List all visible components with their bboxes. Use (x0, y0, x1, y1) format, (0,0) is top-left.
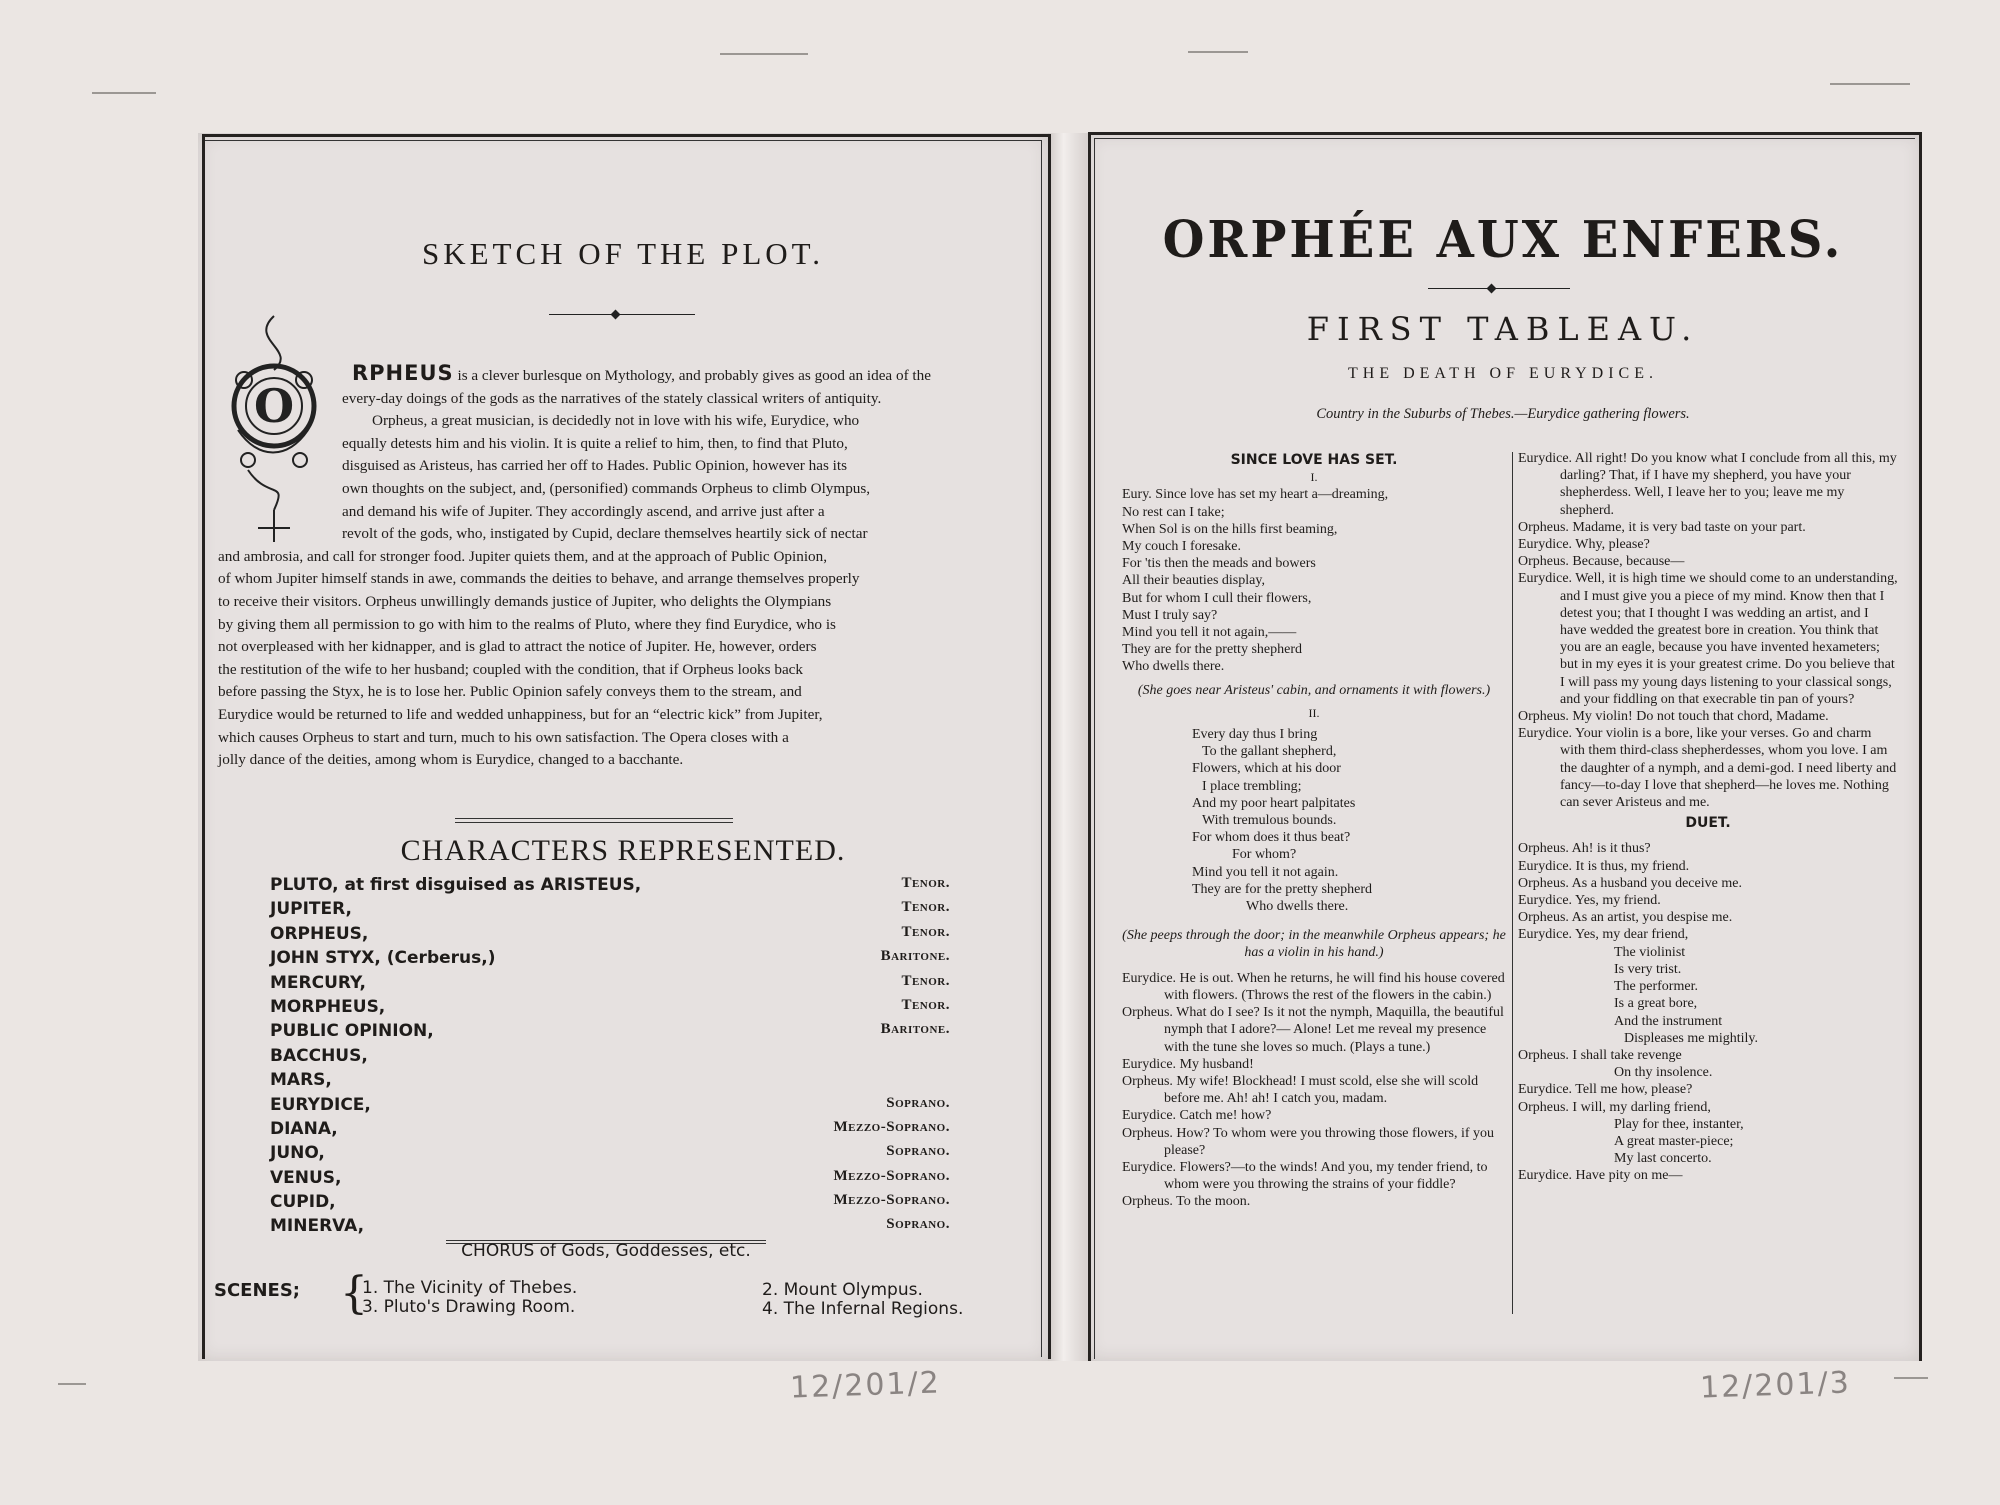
character-name: MERCURY, (270, 972, 367, 993)
svg-text:O: O (253, 379, 295, 433)
character-name: VENUS, (270, 1167, 342, 1188)
duet-line: Eurydice. It is thus, my friend. (1518, 858, 1690, 874)
character-voice: Mezzo-Soprano. (833, 1118, 950, 1135)
dialogue-line: Orpheus. What do I see? Is it not the nymph, Maquilla, the beautiful nymph that I adore?— Alone! Let me reveal my presence with the tune she loves so much. (Plays a tune.) (1122, 1005, 1504, 1055)
scan-mark (1830, 83, 1910, 85)
scenes-brace: { (340, 1268, 368, 1319)
duet-line: Eurydice. Have pity on me— (1518, 1168, 1683, 1184)
duet-line: Orpheus. As an artist, you despise me. (1518, 910, 1733, 926)
dialogue-line: Eurydice. Flowers?—to the winds! And you, my tender friend, to whom were you throwing the strains of your fiddle? (1122, 1159, 1488, 1193)
verse-line: Flowers, which at his door (1192, 761, 1341, 777)
character-name: BACCHUS, (270, 1045, 368, 1066)
character-row (270, 1046, 950, 1070)
characters-list (270, 875, 950, 1241)
duet-title: DUET. (1685, 815, 1731, 832)
duet-line: On thy insolence. (1614, 1065, 1713, 1081)
dialogue-line: Orpheus. To the moon. (1122, 1194, 1251, 1210)
character-voice: Tenor. (901, 899, 950, 916)
dialogue-line: Eurydice. Why, please? (1518, 537, 1650, 553)
plot-paragraph (218, 362, 1004, 772)
duet-line: Eurydice. Tell me how, please? (1518, 1082, 1693, 1098)
character-voice: Baritone. (880, 948, 950, 965)
duet-line: Orpheus. As a husband you deceive me. (1518, 875, 1742, 891)
duet-line: Is a great bore, (1614, 996, 1698, 1012)
character-name: DIANA, (270, 1118, 338, 1139)
opera-title: ORPHÉE AUX ENFERS. (1162, 210, 1844, 270)
section-rule (455, 818, 733, 823)
dialogue-line: Eurydice. All right! Do you know what I conclude from all this, my darling? That, if I have my shepherd, you have your shepherdess. Well, I leave her to you; leave me my shepherd. (1518, 451, 1897, 518)
scan-mark (720, 53, 808, 55)
dialogue-line: Eurydice. Your violin is a bore, like your verses. Go and charm with them third-class shepherdesses, whom you love. I am the daughter of a nymph, and a demi-god. I need liberty and fancy—to-day I love that shepherd—he loves me. Nothing can sever Aristeus and me. (1518, 726, 1897, 811)
duet-line: My last concerto. (1614, 1151, 1712, 1167)
verse-line: No rest can I take; (1122, 504, 1225, 520)
song-title: SINCE LOVE HAS SET. (1230, 452, 1398, 468)
stage-direction: (She goes near Aristeus' cabin, and ornaments it with flowers.) (1137, 682, 1491, 698)
character-name: EURYDICE, (270, 1094, 371, 1115)
character-name: JOHN STYX, (Cerberus,) (270, 948, 496, 969)
characters-heading: CHARACTERS REPRESENTED. (400, 834, 846, 867)
character-name: ORPHEUS, (270, 923, 369, 944)
dialogue-line: Orpheus. How? To whom were you throwing those flowers, if you please? (1122, 1125, 1495, 1158)
duet-line: The performer. (1614, 979, 1698, 995)
dialogue-line: Eurydice. Well, it is high time we should come to an understanding, and I must give you a piece of my mind. Know then that I detest you; that I thought I was wedding an artist, and I have wedded the greatest bore in creation. You think that you are an eagle, because you have invented hexameters; but in my eyes it is your greatest crime. Do you believe that I will pass my young days listening to your classical songs, and your fiddling on that execrable tin pan of yours? (1518, 571, 1898, 707)
plot-line: not overpleased with her kidnapper, and is glad to attract the notice of Jupiter. He, however, orders (218, 638, 817, 656)
character-row (270, 1143, 950, 1167)
verse-line: They are for the pretty shepherd (1192, 881, 1372, 897)
verse-line: To the gallant shepherd, (1202, 744, 1337, 760)
scene-item: 2. Mount Olympus. (762, 1280, 923, 1300)
character-name: JUNO, (270, 1143, 325, 1164)
plot-line: equally detests him and his violin. It is quite a relief to him, then, to find that Pluto, (342, 434, 848, 452)
plot-title: SKETCH OF THE PLOT. (421, 236, 825, 271)
plot-line: jolly dance of the deities, among whom is Eurydice, changed to a bacchante. (218, 751, 684, 769)
duet-line: Displeases me mightily. (1624, 1030, 1759, 1046)
verse-line: Who dwells there. (1122, 659, 1225, 675)
plot-line: the restitution of the wife to her husband; coupled with the condition, that if Orpheus looks back (218, 660, 804, 678)
scene-item: 1. The Vicinity of Thebes. (362, 1278, 578, 1298)
character-row (270, 1095, 950, 1119)
duet-line: Eurydice. Yes, my dear friend, (1518, 927, 1689, 943)
character-name: MINERVA, (270, 1216, 365, 1237)
title-ornament (1428, 288, 1570, 289)
character-row (270, 1216, 950, 1240)
character-name: MARS, (270, 1070, 332, 1091)
verse-line: They are for the pretty shepherd (1122, 642, 1302, 658)
plot-line: of whom Jupiter himself stands in awe, commands the deities to behave, and arrange themselves properly (218, 570, 860, 588)
character-row (270, 899, 950, 923)
character-name: PUBLIC OPINION, (270, 1021, 434, 1042)
plot-line: own thoughts on the subject, and, (personified) commands Orpheus to climb Olympus, (342, 479, 871, 497)
duet-line: Orpheus. Ah! is it thus? (1518, 841, 1651, 857)
character-voice: Mezzo-Soprano. (833, 1192, 950, 1209)
plot-line: and demand his wife of Jupiter. They accordingly ascend, and arrive just after a (342, 502, 825, 520)
character-name: MORPHEUS, (270, 996, 386, 1017)
dialogue-line: Orpheus. Because, because— (1518, 554, 1685, 570)
scan-mark (1188, 51, 1248, 53)
character-row (270, 924, 950, 948)
scene-item: 3. Pluto's Drawing Room. (362, 1297, 576, 1317)
scan-mark (1894, 1377, 1928, 1379)
plot-line: Orpheus, a great musician, is decidedly not in love with his wife, Eurydice, who (372, 412, 860, 430)
verse-line: I place trembling; (1202, 778, 1302, 794)
plot-line: disguised as Aristeus, has carried her off to Hades. Public Opinion, however has its (342, 457, 848, 475)
verse-line: Must I truly say? (1122, 607, 1218, 623)
plot-line: by giving them all permission to go with him to the realms of Pluto, where they find Eurydice, who is (218, 615, 836, 633)
character-voice: Soprano. (886, 1143, 950, 1160)
plot-line: revolt of the gods, who, instigated by Cupid, declare themselves heartily sick of nectar (342, 525, 868, 543)
stage-direction: (She peeps through the door; in the meanwhile Orpheus appears; he has a violin in his hand.) (1122, 928, 1506, 961)
book-gutter (1048, 133, 1087, 1361)
archive-number: 12/201/2 (789, 1365, 942, 1406)
dialogue-line: Orpheus. Madame, it is very bad taste on your part. (1518, 519, 1806, 535)
scan-mark (58, 1383, 86, 1385)
verse-line: For whom does it thus beat? (1192, 830, 1351, 846)
dialogue-line: Orpheus. My violin! Do not touch that chord, Madame. (1518, 709, 1829, 725)
verse-line: My couch I foresake. (1122, 539, 1241, 555)
duet-line: Eurydice. Yes, my friend. (1518, 893, 1661, 909)
dialogue-line: Eurydice. My husband! (1122, 1056, 1254, 1072)
character-voice: Tenor. (901, 996, 950, 1013)
title-ornament (549, 314, 695, 315)
archive-number: 12/201/3 (1699, 1365, 1852, 1406)
character-row (270, 875, 950, 899)
plot-line: to receive their visitors. Orpheus unwillingly demands justice of Jupiter, who delights the Olympians (218, 592, 832, 610)
verse-numeral: II. (1308, 705, 1320, 720)
verse-line: But for whom I cull their flowers, (1122, 590, 1312, 606)
character-name: PLUTO, at first disguised as ARISTEUS, (270, 875, 642, 895)
character-voice: Soprano. (886, 1216, 950, 1233)
character-row (270, 973, 950, 997)
scenes-label: SCENES; (214, 1280, 300, 1301)
character-row (270, 948, 950, 972)
character-row (270, 1021, 950, 1045)
character-voice: Tenor. (901, 923, 950, 940)
duet-line: Orpheus. I shall take revenge (1518, 1047, 1682, 1063)
chorus-line: CHORUS of Gods, Goddesses, etc. (446, 1240, 766, 1261)
dialogue-line: Eurydice. Catch me! how? (1122, 1108, 1272, 1124)
verse-line: Mind you tell it not again. (1192, 864, 1339, 880)
character-row (270, 1119, 950, 1143)
plot-line: and ambrosia, and call for stronger food. Jupiter quiets them, and at the approach of Public Opinion, (218, 547, 828, 565)
character-name: CUPID, (270, 1192, 336, 1213)
character-name: JUPITER, (270, 899, 352, 920)
character-voice: Mezzo-Soprano. (833, 1167, 950, 1184)
plot-line: every-day doings of the gods as the narratives of the stately classical writers of antiquity. (342, 389, 882, 407)
verse-line: Eury. Since love has set my heart a—dreaming, (1122, 487, 1389, 503)
character-voice: Tenor. (901, 875, 950, 891)
verse-line: For 'tis then the meads and bowers (1122, 556, 1316, 572)
scene-item: 4. The Infernal Regions. (762, 1299, 964, 1319)
plot-line: which causes Orpheus to start and turn, much to his own satisfaction. The Opera closes with a (218, 728, 789, 746)
dialogue-line: Orpheus. My wife! Blockhead! I must scold, else she will scold before me. Ah! ah! I catch you, madam. (1122, 1073, 1479, 1107)
plot-line: Eurydice would be returned to life and wedded unhappiness, but for an “electric kick” from Jupiter, (218, 705, 823, 723)
character-row (270, 1168, 950, 1192)
duet-line: And the instrument (1614, 1013, 1723, 1029)
character-row (270, 997, 950, 1021)
duet-line: A great master-piece; (1614, 1133, 1734, 1149)
character-voice: Soprano. (886, 1094, 950, 1111)
duet-line: The violinist (1614, 944, 1686, 960)
scan-mark (92, 92, 156, 94)
column-divider (1512, 452, 1513, 1314)
character-voice: Tenor. (901, 972, 950, 989)
plot-line: before passing the Styx, he is to lose her. Public Opinion safely conveys them to the stream, and (218, 683, 802, 701)
dialogue-line: Eurydice. He is out. When he returns, he will find his house covered with flowers. (Throws the rest of the flowers in the cabin.) (1122, 970, 1505, 1003)
verse-line: Every day thus I bring (1192, 727, 1318, 743)
left-column (1122, 452, 1506, 1211)
verse-line: With tremulous bounds. (1202, 813, 1337, 829)
tableau-title: FIRST TABLEAU. (1306, 310, 1700, 348)
verse-line: When Sol is on the hills first beaming, (1122, 521, 1338, 537)
duet-line: Orpheus. I will, my darling friend, (1518, 1099, 1711, 1115)
verse-line: Mind you tell it not again,—— (1122, 625, 1297, 641)
plot-line-1: RPHEUS is a clever burlesque on Mythology, and probably gives as good an idea of the (352, 361, 931, 385)
right-column (1518, 450, 1898, 1185)
character-row (270, 1070, 950, 1094)
duet-line: Play for thee, instanter, (1614, 1116, 1744, 1132)
character-row (270, 1192, 950, 1216)
verse-line: Who dwells there. (1246, 899, 1349, 915)
scene-setting: Country in the Suburbs of Thebes.—Eurydice gathering flowers. (1316, 406, 1690, 422)
verse-line: All their beauties display, (1122, 573, 1265, 589)
tableau-subtitle: THE DEATH OF EURYDICE. (1348, 365, 1658, 382)
duet-line: Is very trist. (1614, 961, 1682, 977)
character-voice: Baritone. (880, 1021, 950, 1038)
verse-line: And my poor heart palpitates (1192, 795, 1356, 811)
verse-numeral: I. (1310, 470, 1318, 485)
verse-line: For whom? (1232, 847, 1297, 863)
